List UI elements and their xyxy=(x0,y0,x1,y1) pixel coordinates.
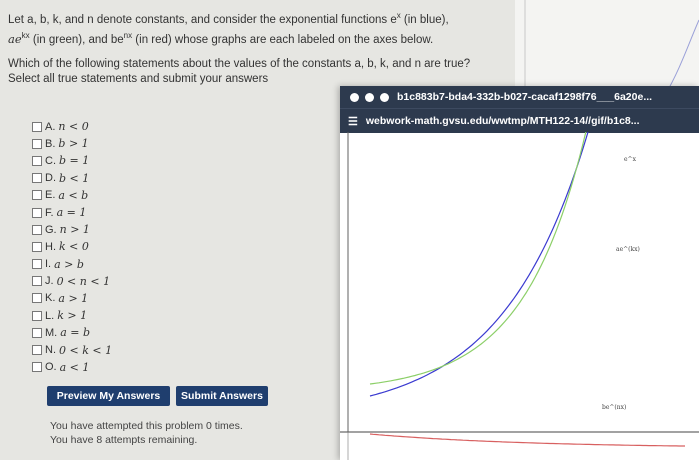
option-letter: M. xyxy=(45,326,58,339)
option-row[interactable] xyxy=(32,152,112,169)
submit-answers-button[interactable]: Submit Answers xyxy=(176,386,268,406)
option-statement: k > 1 xyxy=(57,309,88,323)
graph-popup-window[interactable] xyxy=(340,86,699,460)
option-letter: B. xyxy=(45,137,56,150)
option-letter: N. xyxy=(45,344,56,357)
site-info-icon[interactable]: ☰ xyxy=(348,115,358,128)
option-row[interactable] xyxy=(32,307,112,324)
option-row[interactable] xyxy=(32,256,112,273)
option-statement: a > 1 xyxy=(58,291,89,305)
option-statement: n < 0 xyxy=(58,120,89,134)
problem-statement xyxy=(8,8,513,96)
option-letter: F. xyxy=(45,206,54,219)
option-statement: 0 < k < 1 xyxy=(59,343,113,357)
option-statement: k < 0 xyxy=(59,240,89,254)
option-row[interactable] xyxy=(32,221,112,238)
option-checkbox[interactable] xyxy=(32,242,42,252)
option-letter: O. xyxy=(45,361,57,374)
window-close-dot-icon[interactable] xyxy=(350,93,359,102)
blue-curve-label: e^x xyxy=(624,156,636,163)
popup-url: webwork-math.gvsu.edu/wwtmp/MTH122-14//gif/b1c8... xyxy=(365,115,640,127)
problem-question: Which of the following statements about the values of the constants a, b, k, and n are true? Select all true statements and submit your answers xyxy=(8,57,471,85)
popup-title: b1c883b7-bda4-332b-b027-cacaf1298f76___6a20e... xyxy=(397,91,653,103)
option-letter: H. xyxy=(45,240,56,253)
option-row[interactable] xyxy=(32,170,112,187)
preview-answers-button[interactable]: Preview My Answers xyxy=(47,386,170,406)
popup-titlebar[interactable] xyxy=(340,86,699,108)
green-curve-label: ae^(kx) xyxy=(616,246,640,253)
option-letter: I. xyxy=(45,258,52,271)
option-row[interactable] xyxy=(32,238,112,255)
option-letter: E. xyxy=(45,189,56,202)
window-minimize-dot-icon[interactable] xyxy=(365,93,374,102)
option-checkbox[interactable] xyxy=(32,173,42,183)
option-statement: n > 1 xyxy=(59,223,90,237)
red-curve-benx xyxy=(370,434,685,446)
option-checkbox[interactable] xyxy=(32,122,42,132)
option-statement: b > 1 xyxy=(58,137,89,151)
option-row[interactable] xyxy=(32,359,112,376)
option-checkbox[interactable] xyxy=(32,139,42,149)
problem-intro: Let a, b, k, and n denote constants, and consider the exponential functions $e^x$ (in blue), $ae^{kx}$ (in green), and $be^{nx}$ (in red) whose graphs are each labeled on the axes below. xyxy=(8,11,449,46)
option-checkbox[interactable] xyxy=(32,259,42,269)
option-row[interactable] xyxy=(32,187,112,204)
option-row[interactable] xyxy=(32,118,112,135)
popup-url-bar[interactable] xyxy=(340,108,699,133)
option-letter: G. xyxy=(45,223,57,236)
option-checkbox[interactable] xyxy=(32,190,42,200)
option-row[interactable] xyxy=(32,290,112,307)
blue-curve-ex xyxy=(370,132,685,396)
option-row[interactable] xyxy=(32,204,112,221)
option-statement: b = 1 xyxy=(59,154,90,168)
option-checkbox[interactable] xyxy=(32,156,42,166)
attempts-status: You have attempted this problem 0 times. xyxy=(50,420,243,432)
option-letter: D. xyxy=(45,172,56,185)
option-letter: C. xyxy=(45,154,56,167)
option-letter: L. xyxy=(45,309,55,322)
option-statement: a < b xyxy=(58,188,89,202)
option-statement: a > b xyxy=(54,257,84,271)
red-curve-label: be^(nx) xyxy=(602,404,627,411)
window-zoom-dot-icon[interactable] xyxy=(380,93,389,102)
option-row[interactable] xyxy=(32,324,112,341)
option-statement: 0 < n < 1 xyxy=(56,274,111,288)
option-checkbox[interactable] xyxy=(32,276,42,286)
answer-options xyxy=(32,118,112,376)
option-statement: b < 1 xyxy=(59,171,90,185)
option-checkbox[interactable] xyxy=(32,328,42,338)
option-checkbox[interactable] xyxy=(32,293,42,303)
option-letter: J. xyxy=(45,275,54,288)
option-letter: K. xyxy=(45,292,56,305)
option-checkbox[interactable] xyxy=(32,225,42,235)
attempts-remaining: You have 8 attempts remaining. xyxy=(50,434,198,446)
option-row[interactable] xyxy=(32,135,112,152)
option-letter: A. xyxy=(45,120,56,133)
option-row[interactable] xyxy=(32,341,112,358)
option-statement: a = b xyxy=(60,326,91,340)
option-checkbox[interactable] xyxy=(32,345,42,355)
green-curve-aekx xyxy=(370,132,685,384)
option-checkbox[interactable] xyxy=(32,208,42,218)
option-row[interactable] xyxy=(32,273,112,290)
option-checkbox[interactable] xyxy=(32,362,42,372)
background-graph xyxy=(515,0,699,95)
option-checkbox[interactable] xyxy=(32,311,42,321)
option-statement: a = 1 xyxy=(56,206,87,220)
option-statement: a < 1 xyxy=(59,360,90,374)
exponential-graph xyxy=(340,132,699,460)
